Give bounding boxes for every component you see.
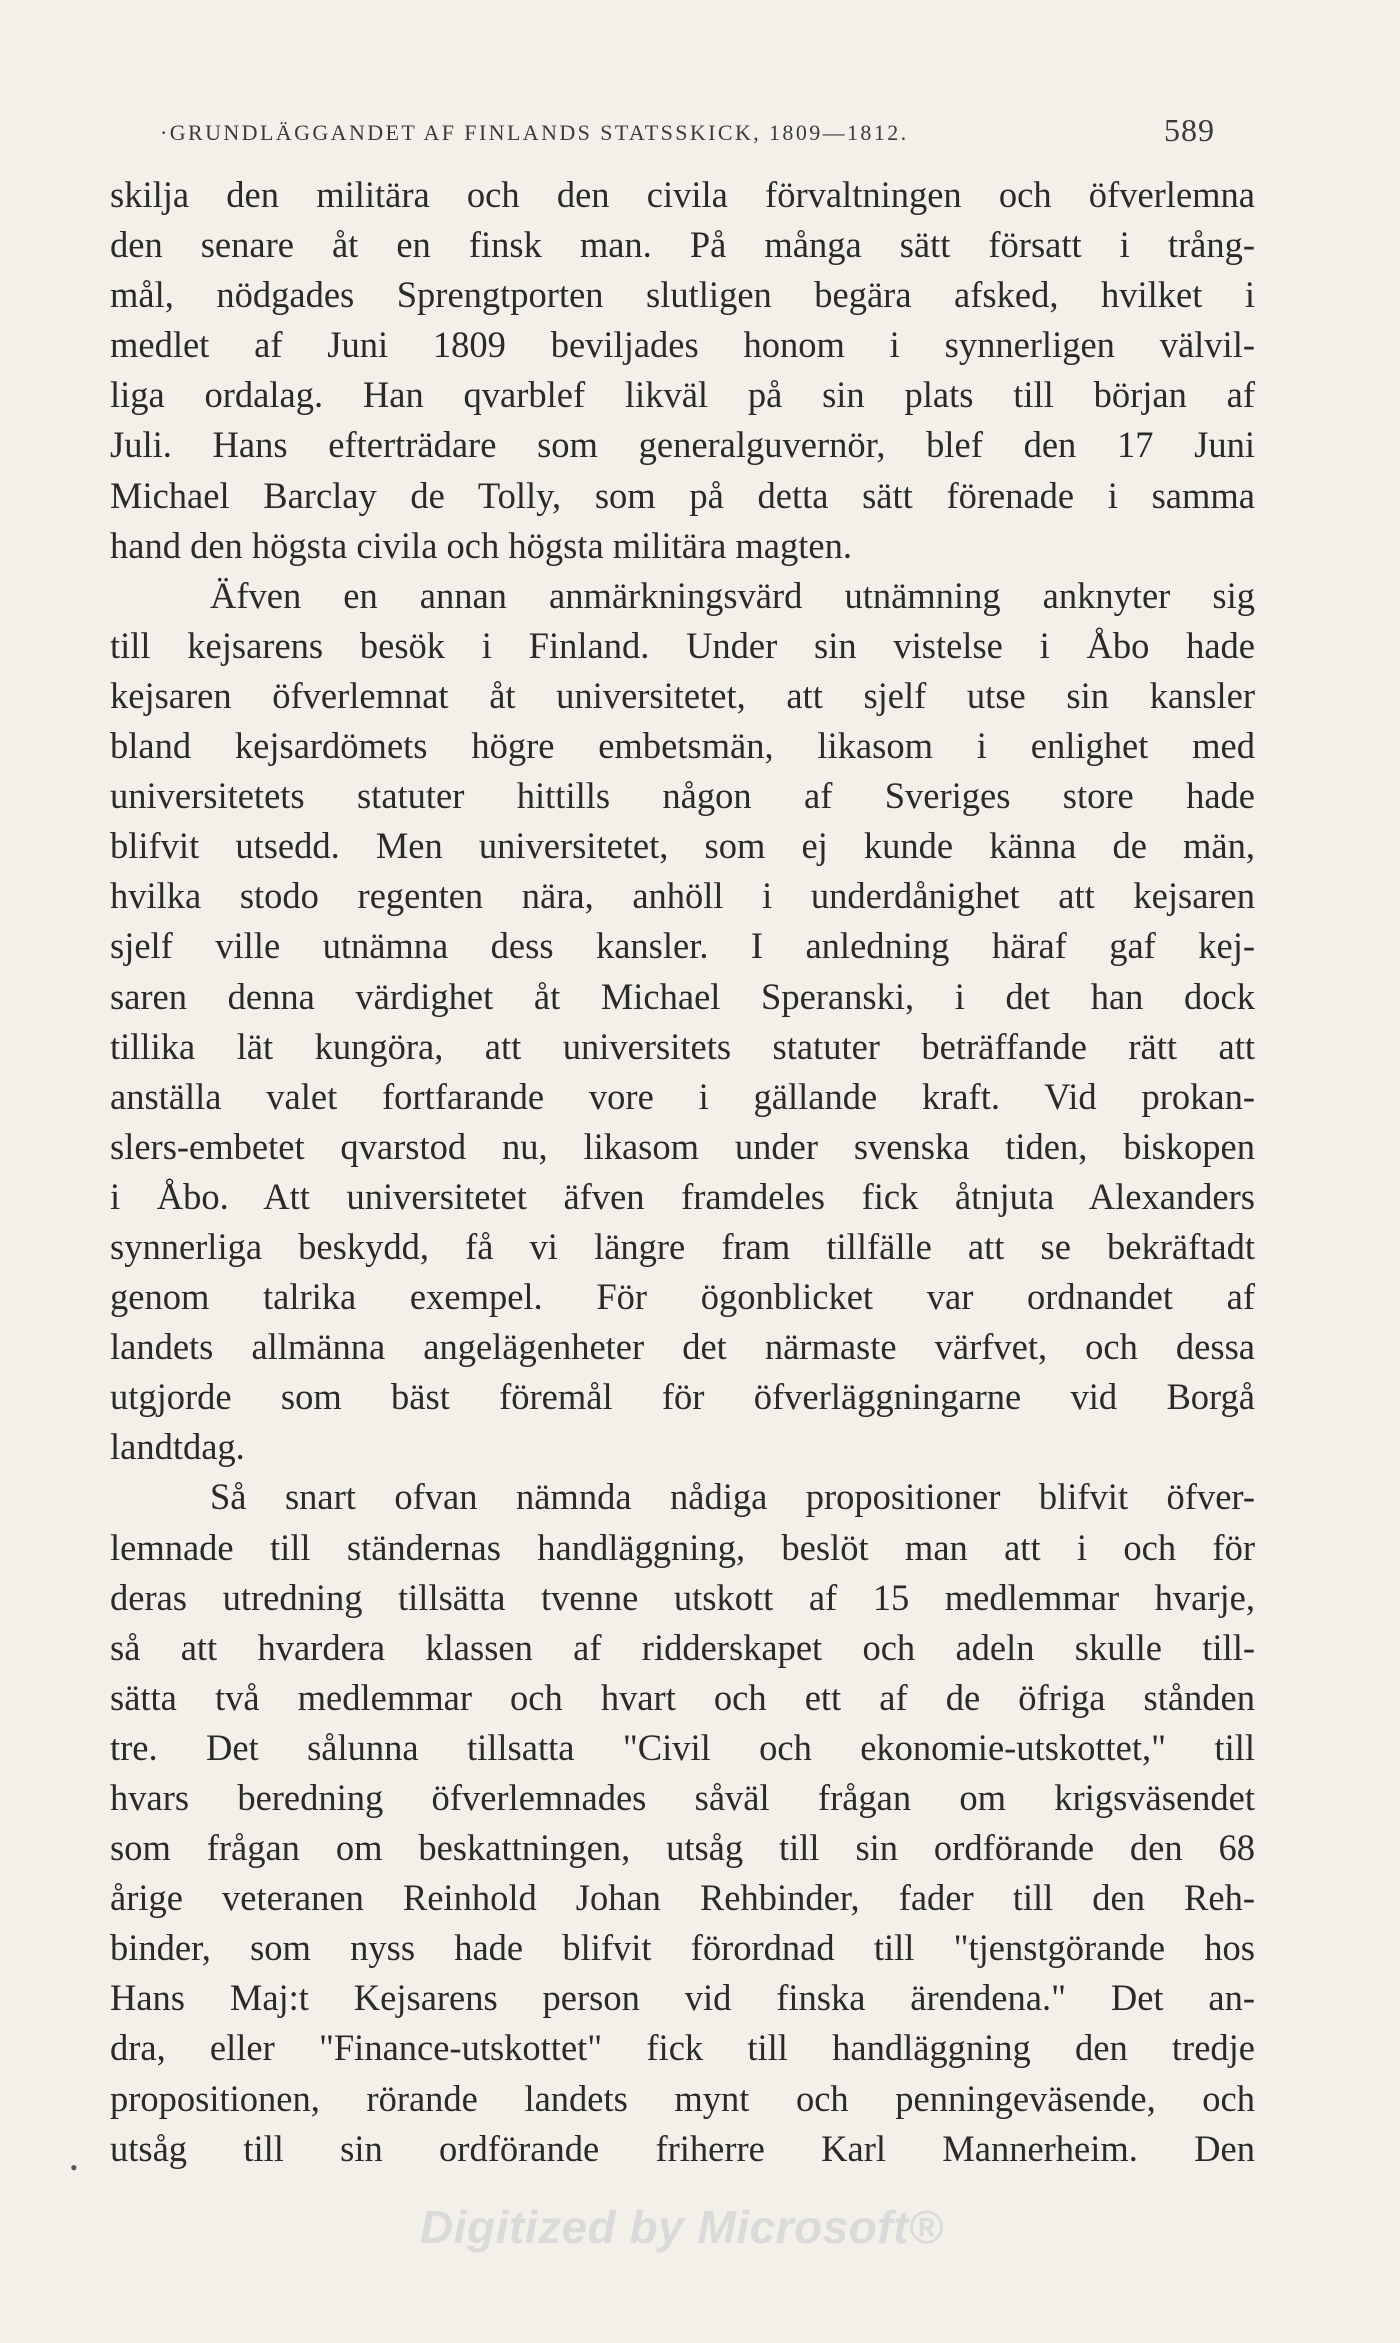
text-line: landets allmänna angelägenheter det närmaste värfvet, och dessa [110, 1326, 1255, 1368]
body-text [110, 170, 1255, 2174]
running-head [160, 112, 1215, 152]
text-line: hvilka stodo regenten nära, anhöll i underdånighet att kejsaren [110, 875, 1255, 917]
text-line: tillika lät kungöra, att universitets statuter beträffande rätt att [110, 1025, 1255, 1067]
text-line: tre. Det sålunna tillsatta "Civil och ekonomie-utskottet," till [110, 1726, 1255, 1768]
text-line: propositionen, rörande landets mynt och penningeväsende, och [110, 2077, 1255, 2119]
text-line: mål, nödgades Sprengtporten slutligen begära afsked, hvilket i [110, 274, 1255, 316]
text-line: deras utredning tillsätta tvenne utskott af 15 medlemmar hvarje, [110, 1576, 1255, 1618]
text-line: liga ordalag. Han qvarblef likväl på sin plats till början af [110, 374, 1255, 416]
text-line: sjelf ville utnämna dess kansler. I anledning häraf gaf kej- [110, 925, 1255, 967]
text-line: anställa valet fortfarande vore i gällande kraft. Vid prokan- [110, 1075, 1255, 1117]
text-line: saren denna värdighet åt Michael Speranski, i det han dock [110, 975, 1255, 1017]
margin-dot: • [70, 2155, 78, 2180]
text-line: bland kejsardömets högre embetsmän, likasom i enlighet med [110, 725, 1255, 767]
text-line: blifvit utsedd. Men universitetet, som ej kunde känna de män, [110, 825, 1255, 867]
digitization-watermark: Digitized by Microsoft® [420, 2201, 944, 2253]
text-line: hand den högsta civila och högsta militära magten. [110, 524, 852, 566]
text-line: utgjorde som bäst föremål för öfverläggningarne vid Borgå [110, 1376, 1255, 1418]
text-line: så att hvardera klassen af ridderskapet och adeln skulle till- [110, 1626, 1255, 1668]
text-line: universitetets statuter hittills någon af Sveriges store hade [110, 775, 1255, 817]
text-line: Michael Barclay de Tolly, som på detta sätt förenade i samma [110, 474, 1255, 516]
text-line: binder, som nyss hade blifvit förordnad till "tjenstgörande hos [110, 1927, 1255, 1969]
text-line: skilja den militära och den civila förvaltningen och öfverlemna [110, 174, 1255, 215]
text-line: slers-embetet qvarstod nu, likasom under svenska tiden, biskopen [110, 1125, 1255, 1167]
text-line: årige veteranen Reinhold Johan Rehbinder, fader till den Reh- [110, 1877, 1255, 1919]
text-line: som frågan om beskattningen, utsåg till sin ordförande den 68 [110, 1827, 1255, 1869]
text-line: synnerliga beskydd, få vi längre fram tillfälle att se bekräftadt [110, 1225, 1255, 1267]
text-line: medlet af Juni 1809 beviljades honom i synnerligen välvil- [110, 324, 1255, 366]
text-line: Äfven en annan anmärkningsvärd utnämning anknyter sig [210, 574, 1255, 616]
text-line: dra, eller "Finance-utskottet" fick till handläggning den tredje [110, 2027, 1255, 2069]
text-line: Juli. Hans efterträdare som generalguvernör, blef den 17 Juni [110, 424, 1255, 466]
running-title: ·GRUNDLÄGGANDET AF FINLANDS STATSSKICK, 1809—1812. [160, 120, 909, 145]
text-line: kejsaren öfverlemnat åt universitetet, att sjelf utse sin kansler [110, 674, 1255, 716]
text-line: i Åbo. Att universitetet äfven framdeles fick åtnjuta Alexanders [110, 1175, 1255, 1217]
page-number: 589 [1164, 112, 1215, 148]
text-line: Så snart ofvan nämnda nådiga propositioner blifvit öfver- [210, 1476, 1255, 1518]
text-line: Hans Maj:t Kejsarens person vid finska ärendena." Det an- [110, 1977, 1255, 2019]
text-line: landtdag. [110, 1426, 245, 1468]
text-line: den senare åt en finsk man. På många sätt försatt i trång- [110, 224, 1255, 266]
text-line: lemnade till ständernas handläggning, beslöt man att i och för [110, 1526, 1255, 1568]
text-line: utsåg till sin ordförande friherre Karl Mannerheim. Den [110, 2127, 1255, 2169]
text-line: sätta två medlemmar och hvart och ett af de öfriga stånden [110, 1676, 1255, 1718]
text-line: till kejsarens besök i Finland. Under sin vistelse i Åbo hade [110, 624, 1255, 666]
text-line: hvars beredning öfverlemnades såväl frågan om krigsväsendet [110, 1777, 1255, 1818]
text-line: genom talrika exempel. För ögonblicket var ordnandet af [110, 1276, 1255, 1318]
